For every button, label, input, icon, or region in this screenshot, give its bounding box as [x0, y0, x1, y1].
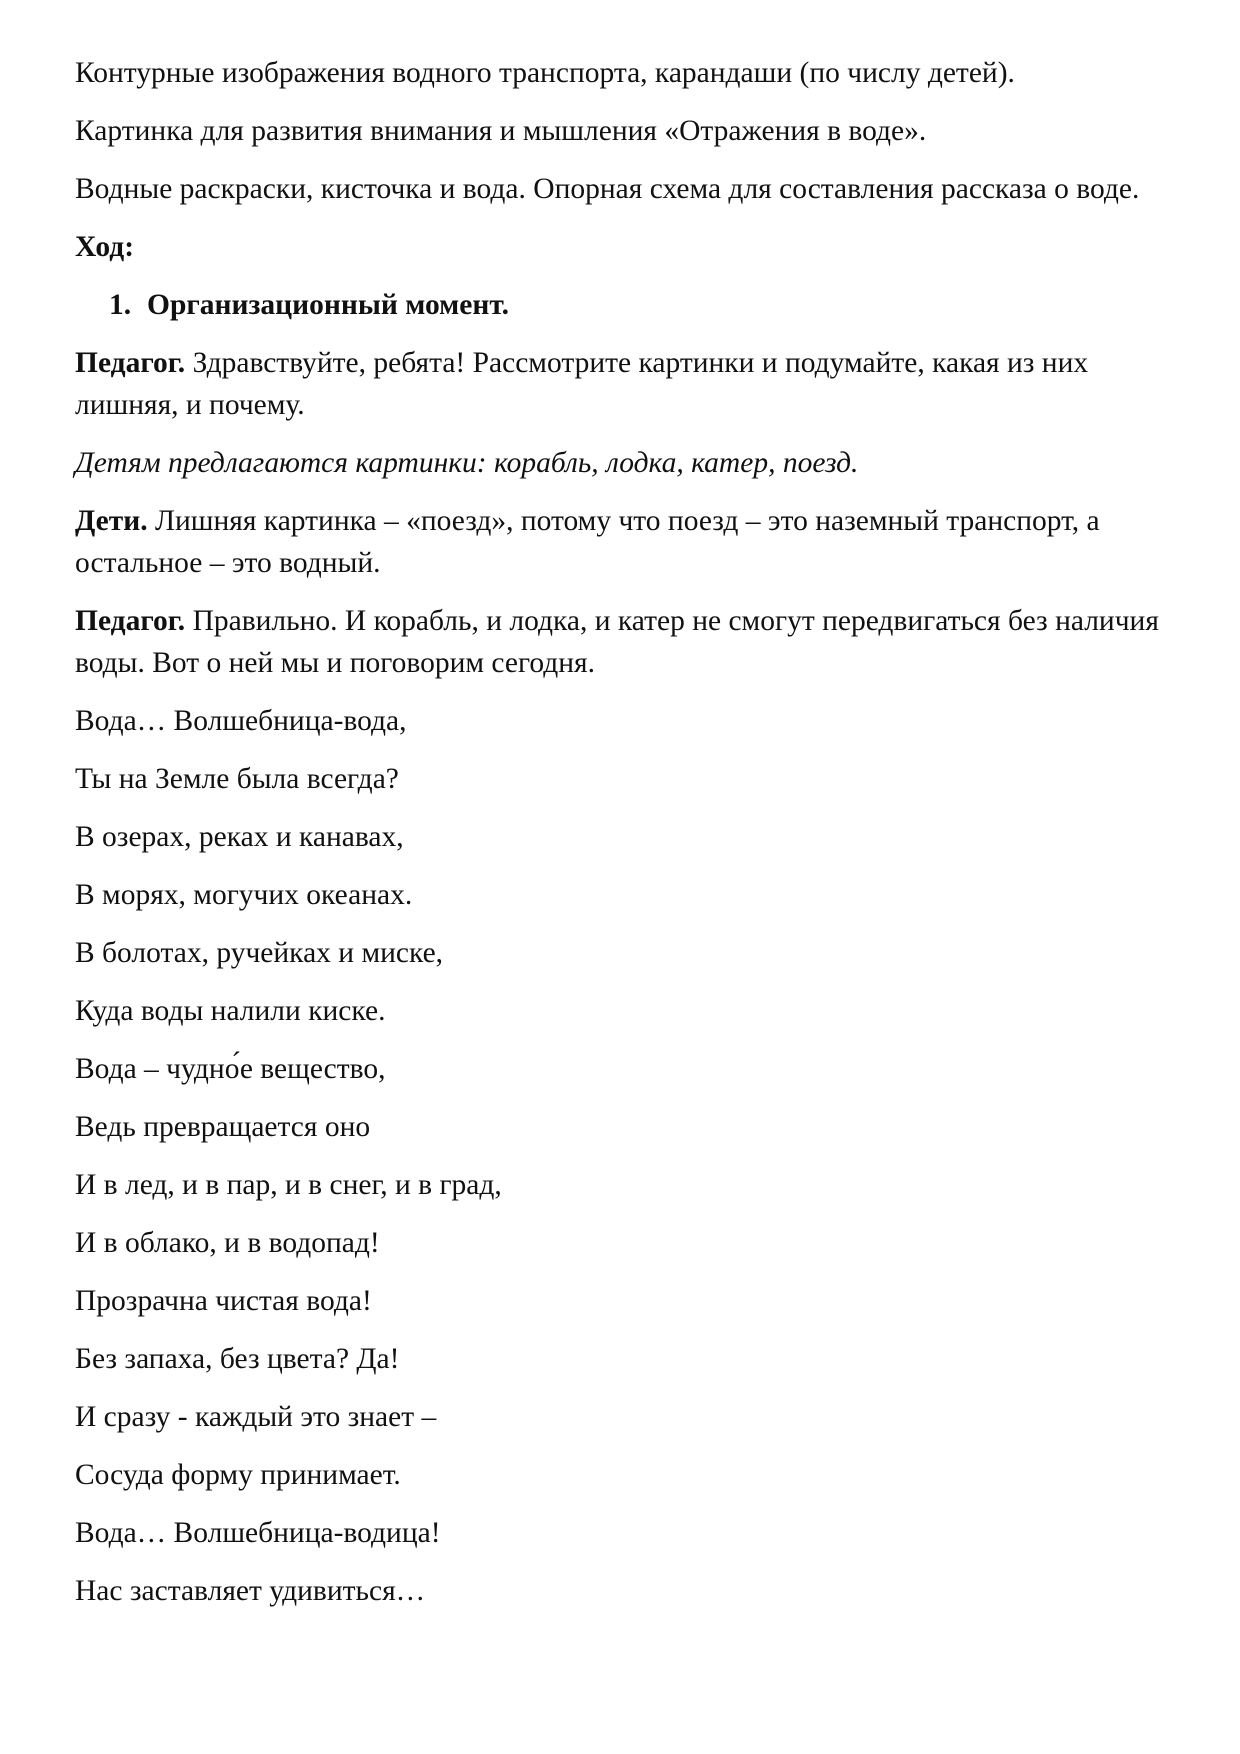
numbered-list-item — [75, 284, 1185, 326]
list-item-number: 1. — [109, 289, 132, 321]
poem-line: Прозрачна чистая вода! — [75, 1285, 372, 1317]
poem-line: И в облако, и в водопад! — [75, 1227, 380, 1259]
speaker-label: Педагог. — [75, 605, 186, 637]
poem-line: В болотах, ручейках и миске, — [75, 937, 444, 969]
poem-line: Вода… Волшебница-водица! — [75, 1517, 441, 1549]
poem-line: Ведь превращается оно — [75, 1111, 371, 1143]
materials-line: Контурные изображения водного транспорта, карандаши (по числу детей). — [75, 57, 1015, 89]
poem-line: Вода… Волшебница-вода, — [75, 705, 407, 737]
poem-line: И сразу - каждый это знает – — [75, 1401, 437, 1433]
materials-line: Картинка для развития внимания и мышления «Отражения в воде». — [75, 115, 927, 147]
section-heading: Ход: — [75, 231, 135, 263]
dialogue-line — [75, 342, 1185, 426]
poem-line: Без запаха, без цвета? Да! — [75, 1343, 400, 1375]
poem-line: Нас заставляет удивиться… — [75, 1575, 426, 1607]
materials-line: Водные раскраски, кисточка и вода. Опорная схема для составления рассказа о воде. — [75, 173, 1140, 205]
poem-line: Сосуда форму принимает. — [75, 1459, 401, 1491]
speech-text: Правильно. И корабль, и лодка, и катер не смогут передвигаться без наличия воды. Вот о ней мы и поговорим сегодня. — [75, 605, 1159, 679]
speaker-label: Педагог. — [75, 347, 186, 379]
dialogue-line — [75, 500, 1185, 584]
list-item-text: Организационный момент. — [147, 289, 509, 321]
document-page — [75, 52, 1185, 1628]
speech-text: Здравствуйте, ребята! Рассмотрите картинки и подумайте, какая из них лишняя, и почему. — [75, 347, 1089, 421]
poem-line: Вода – чудно́е вещество, — [75, 1053, 386, 1085]
poem-line: В озерах, реках и канавах, — [75, 821, 404, 853]
poem — [75, 700, 1185, 1612]
poem-line: Ты на Земле была всегда? — [75, 763, 399, 795]
stage-note: Детям предлагаются картинки: корабль, лодка, катер, поезд. — [75, 447, 859, 479]
poem-line: Куда воды налили киске. — [75, 995, 386, 1027]
materials-list — [75, 52, 1185, 210]
poem-line: И в лед, и в пар, и в снег, и в град, — [75, 1169, 502, 1201]
poem-line: В морях, могучих океанах. — [75, 879, 413, 911]
dialogue-line — [75, 600, 1185, 684]
speech-text: Лишняя картинка – «поезд», потому что поезд – это наземный транспорт, а остальное – это водный. — [75, 505, 1100, 579]
speaker-label: Дети. — [75, 505, 148, 537]
